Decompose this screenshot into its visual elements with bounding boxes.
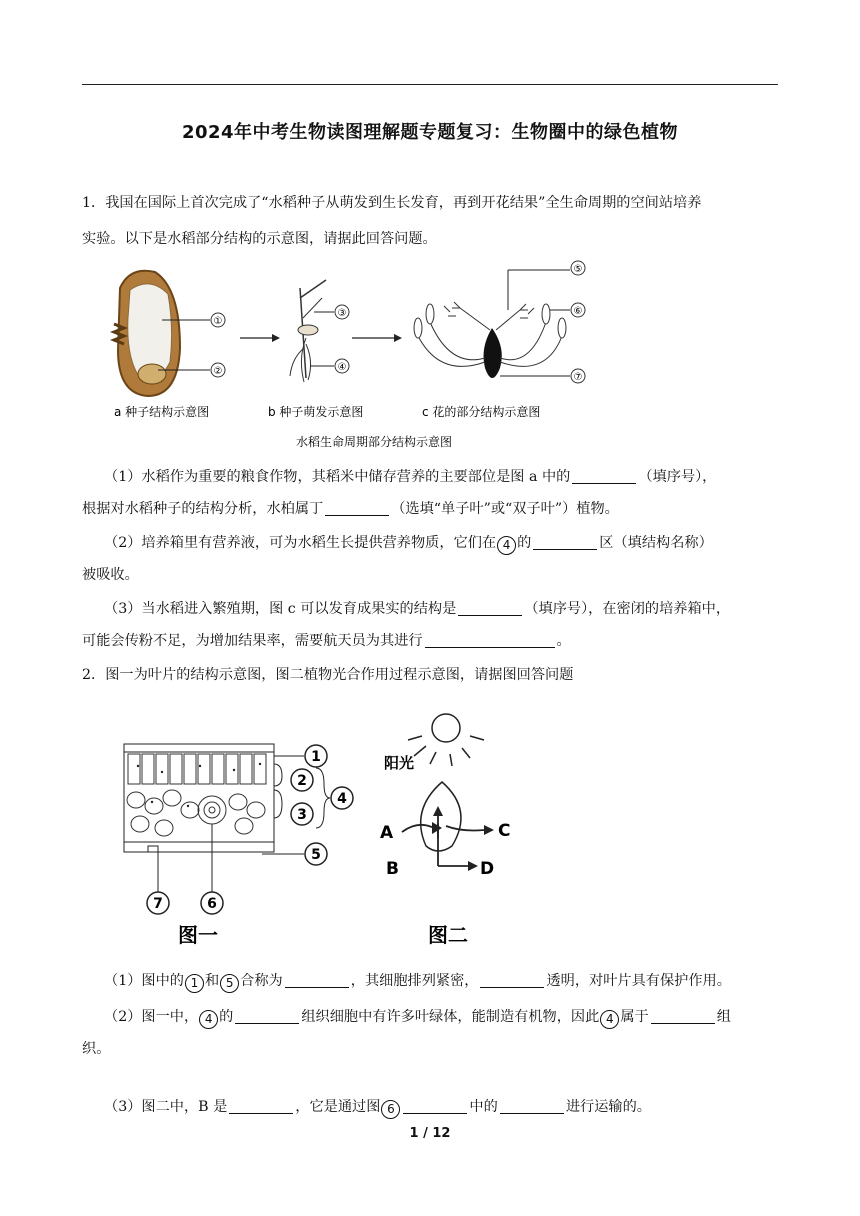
marker-7: ⑦ xyxy=(573,372,583,383)
q2-blank-2[interactable] xyxy=(480,971,544,988)
leaf-cross-section xyxy=(124,744,353,947)
photosynthesis-diagram xyxy=(380,714,510,947)
q1-blank-2[interactable] xyxy=(325,499,389,516)
q2-blank-6[interactable] xyxy=(403,1097,467,1114)
germination-diagram xyxy=(290,280,349,382)
fig1-marker-4: 4 xyxy=(337,791,347,807)
rice-structure-figure xyxy=(100,258,630,458)
fig1-marker-6: 6 xyxy=(207,896,217,912)
q1-blank-1[interactable] xyxy=(572,467,636,484)
q1-sub2-line2: 被吸收。 xyxy=(82,567,139,583)
q1-sub3-line2: 可能会传粉不足，为增加结果率，需要航天员为其进行 。 xyxy=(82,633,571,649)
circled-1: 1 xyxy=(185,974,204,993)
circled-5: 5 xyxy=(220,974,239,993)
q2-stem: 2．图一为叶片的结构示意图，图二植物光合作用过程示意图，请据图回答问题 xyxy=(82,667,574,683)
arrow-label-d: D xyxy=(480,859,495,879)
marker-3: ③ xyxy=(337,308,347,319)
page-number: 1 / 12 xyxy=(409,1126,451,1141)
q1-sub2-line1: （2）培养箱里有营养液，可为水稻生长提供营养物质，它们在 4 的 区（填结构名称） xyxy=(104,528,804,558)
q2-sub1: （1）图中的 1 和 5 合称为 ，其细胞排列紧密， 透明，对叶片具有保护作用。 xyxy=(104,966,804,996)
circled-4b: 4 xyxy=(600,1010,619,1029)
q1-sub1-line2: 根据对水稻种子的结构分析，水柏属丁 （选填“单子叶”或“双子叶”）植物。 xyxy=(82,501,619,517)
figure-caption: 水稻生命周期部分结构示意图 xyxy=(296,435,453,449)
circled-4: 4 xyxy=(497,536,516,555)
q2-sub2-line1: （2）图一中， 4 的 组织细胞中有许多叶绿体，能制造有机物，因此 4 属于 组 xyxy=(104,1002,804,1032)
sun-label: 阳光 xyxy=(384,754,415,772)
fig1-marker-3: 3 xyxy=(297,807,307,823)
leaf-figures xyxy=(112,706,532,956)
q1-blank-3[interactable] xyxy=(533,533,597,550)
label-germination: b 种子萌发示意图 xyxy=(268,405,364,419)
flower-diagram xyxy=(414,261,585,383)
circled-6: 6 xyxy=(381,1100,400,1119)
fig1-marker-2: 2 xyxy=(297,773,307,789)
marker-5: ⑤ xyxy=(573,264,583,275)
q1-sub3-line1: （3）当水稻进入繁殖期，图 c 可以发育成果实的结构是 （填序号），在密闭的培养箱中， xyxy=(104,601,731,617)
arrow-label-a: A xyxy=(380,823,394,843)
marker-1: ① xyxy=(213,316,223,327)
seed-diagram xyxy=(114,271,225,396)
label-flower: c 花的部分结构示意图 xyxy=(422,405,541,419)
fig1-marker-1: 1 xyxy=(311,749,321,765)
q1-stem-line2: 实验。以下是水稻部分结构的示意图，请据此回答问题。 xyxy=(82,231,437,247)
circled-4a: 4 xyxy=(199,1010,218,1029)
q2-blank-7[interactable] xyxy=(500,1097,564,1114)
arrow-label-b: B xyxy=(386,859,399,879)
q2-blank-3[interactable] xyxy=(235,1007,299,1024)
q1-blank-4[interactable] xyxy=(458,599,522,616)
page-title: 2024年中考生物读图理解题专题复习：生物圈中的绿色植物 xyxy=(181,122,679,143)
q2-sub2-line2: 织。 xyxy=(82,1041,111,1057)
fig2-caption: 图二 xyxy=(428,923,468,947)
fig1-caption: 图一 xyxy=(178,923,218,947)
q1-stem-line1: 1．我国在国际上首次完成了“水稻种子从萌发到生长发育，再到开花结果”全生命周期的空间站培养 xyxy=(82,195,702,211)
q2-blank-4[interactable] xyxy=(651,1007,715,1024)
marker-4: ④ xyxy=(337,362,347,373)
q2-blank-5[interactable] xyxy=(229,1097,293,1114)
arrow-label-c: C xyxy=(498,821,511,841)
marker-2: ② xyxy=(213,366,223,377)
q2-sub3: （3）图二中，B 是 ，它是通过图 6 中的 进行运输的。 xyxy=(104,1092,804,1122)
header-rule xyxy=(82,84,778,85)
fig1-marker-7: 7 xyxy=(153,896,163,912)
q1-sub1-line1: （1）水稻作为重要的粮食作物，其稻米中储存营养的主要部位是图 a 中的 （填序号）， xyxy=(104,469,717,485)
marker-6: ⑥ xyxy=(573,306,583,317)
q1-blank-5[interactable] xyxy=(425,631,555,648)
q2-blank-1[interactable] xyxy=(285,971,349,988)
fig1-marker-5: 5 xyxy=(311,847,321,863)
label-seed: a 种子结构示意图 xyxy=(114,405,210,419)
